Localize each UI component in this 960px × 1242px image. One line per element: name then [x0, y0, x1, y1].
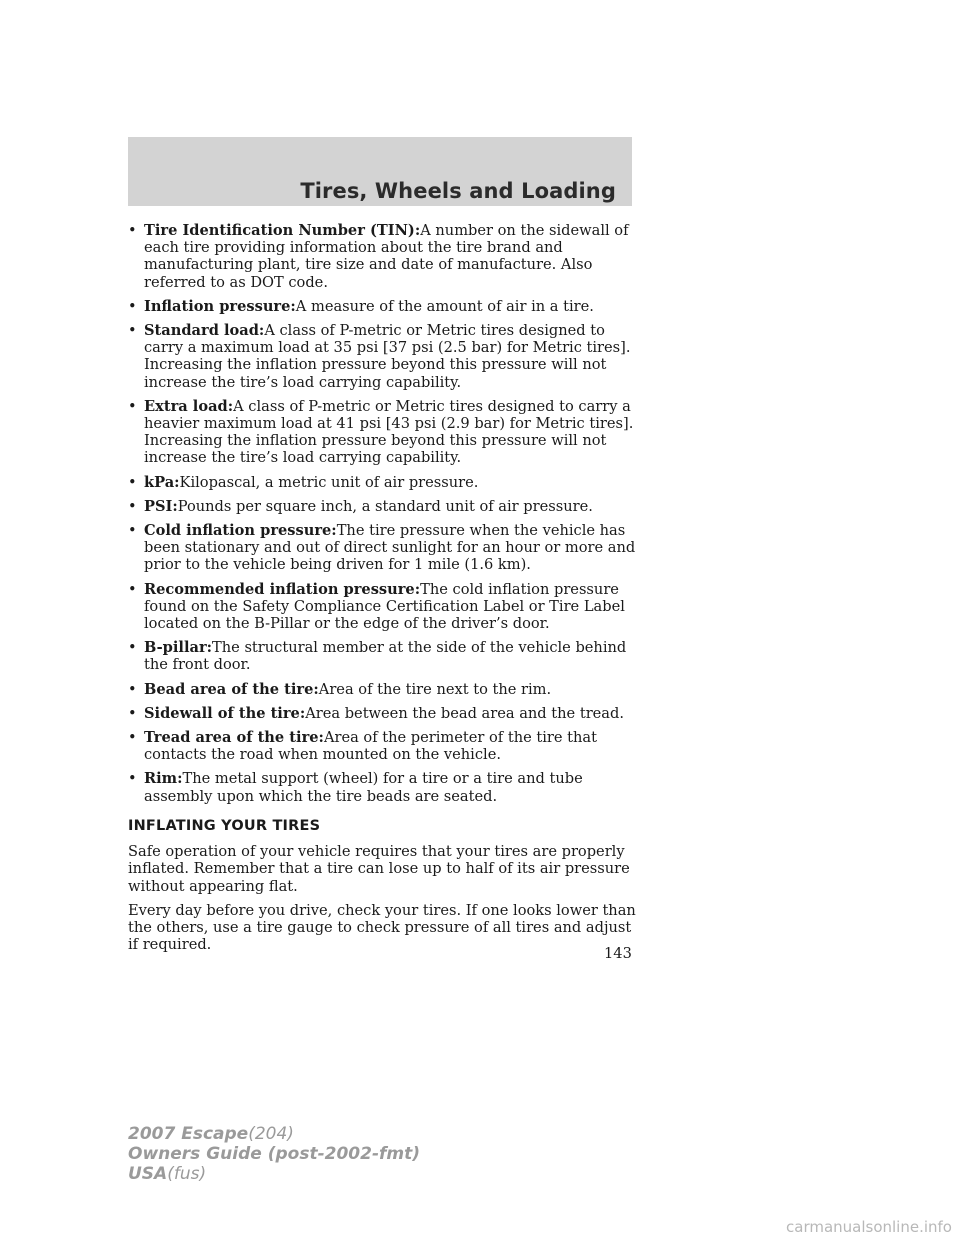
- definition-text: A measure of the amount of air in a tire.: [295, 297, 594, 315]
- definition-item-b-pillar: [128, 639, 638, 673]
- definition-term: PSI:: [144, 497, 178, 515]
- bullet-dot-icon: •: [128, 704, 137, 722]
- definition-text: The tire pressure when the vehicle has been stationary and out of direct sunlight for an hour or more and prior to the vehicle being driven for 1 mile (1.6 km).: [144, 522, 636, 574]
- section-paragraph: Safe operation of your vehicle requires that your tires are properly inflated. Remember that a tire can lose up to half of its air pressure without appearing flat.: [128, 843, 630, 895]
- definition-term: Extra load:: [144, 397, 234, 415]
- definition-term: Rim:: [144, 770, 183, 788]
- footer-line-model: [128, 1124, 420, 1144]
- bullet-dot-icon: •: [128, 522, 137, 540]
- bullet-dot-icon: •: [128, 397, 137, 415]
- definition-item-bead-area: [128, 681, 638, 698]
- definition-term: Sidewall of the tire:: [144, 704, 306, 722]
- footer-model-code: (204): [248, 1124, 294, 1144]
- definition-item-sidewall: [128, 705, 638, 722]
- bullet-dot-icon: •: [128, 729, 137, 747]
- section-heading: INFLATING YOUR TIRES: [128, 817, 321, 834]
- definition-text: Area of the perimeter of the tire that contacts the road when mounted on the vehicle.: [144, 729, 597, 764]
- definition-term: Bead area of the tire:: [144, 680, 319, 698]
- definition-term: Tire Identification Number (TIN):: [144, 222, 421, 239]
- page-content: [128, 222, 638, 960]
- definition-text: A number on the sidewall of each tire providing information about the tire brand and manufacturing plant, tire size and date of manufacture. Also referred to as DOT code.: [144, 222, 629, 291]
- definition-item-inflation-pressure: [128, 298, 638, 315]
- footer-guide: Owners Guide (post-2002-fmt): [128, 1144, 421, 1164]
- definition-text: The cold inflation pressure found on the Safety Compliance Certification Label or Tire Label located on the B-Pillar or the edge of the driver’s door.: [144, 580, 625, 633]
- definition-term: Tread area of the tire:: [144, 729, 324, 747]
- footer-market: USA: [128, 1164, 168, 1184]
- definition-text: The structural member at the side of the vehicle behind the front door.: [144, 639, 627, 674]
- footer-model: 2007 Escape: [128, 1124, 249, 1144]
- definition-term: Recommended inflation pressure:: [144, 580, 421, 598]
- definition-item-tin: [128, 222, 638, 291]
- definitions-list: [128, 222, 638, 805]
- definition-item-tread-area: [128, 729, 638, 763]
- definition-text: Area between the bead area and the tread.: [305, 704, 624, 722]
- bullet-dot-icon: •: [128, 770, 137, 788]
- definition-item-recommended-inflation-pressure: [128, 581, 638, 633]
- bullet-dot-icon: •: [128, 580, 137, 598]
- bullet-dot-icon: •: [128, 222, 137, 239]
- definition-term: B-pillar:: [144, 639, 213, 657]
- section-header-band: [128, 137, 632, 206]
- watermark-text: carmanualsonline.info: [786, 1218, 952, 1236]
- definition-text: The metal support (wheel) for a tire or a tire and tube assembly upon which the tire beads are seated.: [144, 770, 583, 805]
- footer-line-market: [128, 1164, 420, 1184]
- definition-text: A class of P-metric or Metric tires designed to carry a maximum load at 35 psi [37 psi (2.5 bar) for Metric tires]. Increasing the inflation pressure beyond this pressure will not increase the tire’s load carrying capability.: [144, 322, 631, 391]
- definition-item-standard-load: [128, 322, 638, 391]
- definition-text: Pounds per square inch, a standard unit of air pressure.: [177, 497, 593, 515]
- section-paragraph: Every day before you drive, check your tires. If one looks lower than the others, use a tire gauge to check pressure of all tires and adjust if required.: [128, 901, 636, 954]
- section-header-title: Tires, Wheels and Loading: [300, 179, 616, 203]
- definition-item-rim: [128, 770, 638, 804]
- definition-term: Inflation pressure:: [144, 297, 296, 315]
- definition-item-cold-inflation-pressure: [128, 522, 638, 574]
- definition-term: Standard load:: [144, 322, 265, 340]
- definition-item-psi: [128, 498, 638, 515]
- bullet-dot-icon: •: [128, 322, 137, 340]
- bullet-dot-icon: •: [128, 639, 137, 657]
- bullet-dot-icon: •: [128, 297, 137, 315]
- definition-item-extra-load: [128, 398, 638, 467]
- definition-text: Kilopascal, a metric unit of air pressure.: [179, 473, 479, 491]
- bullet-dot-icon: •: [128, 680, 137, 698]
- document-footer: [128, 1124, 420, 1184]
- definition-item-kpa: [128, 474, 638, 491]
- bullet-dot-icon: •: [128, 473, 137, 491]
- definition-text: A class of P-metric or Metric tires designed to carry a heavier maximum load at 41 psi [43 psi (2.9 bar) for Metric tires]. Increasing the inflation pressure beyond this pressure will not increase the tire’s load carrying capability.: [144, 397, 634, 467]
- page-number: 143: [604, 945, 632, 962]
- definition-text: Area of the tire next to the rim.: [318, 680, 552, 698]
- bullet-dot-icon: •: [128, 497, 137, 515]
- definition-term: kPa:: [144, 473, 180, 491]
- footer-market-code: (fus): [167, 1164, 207, 1184]
- definition-term: Cold inflation pressure:: [144, 522, 337, 540]
